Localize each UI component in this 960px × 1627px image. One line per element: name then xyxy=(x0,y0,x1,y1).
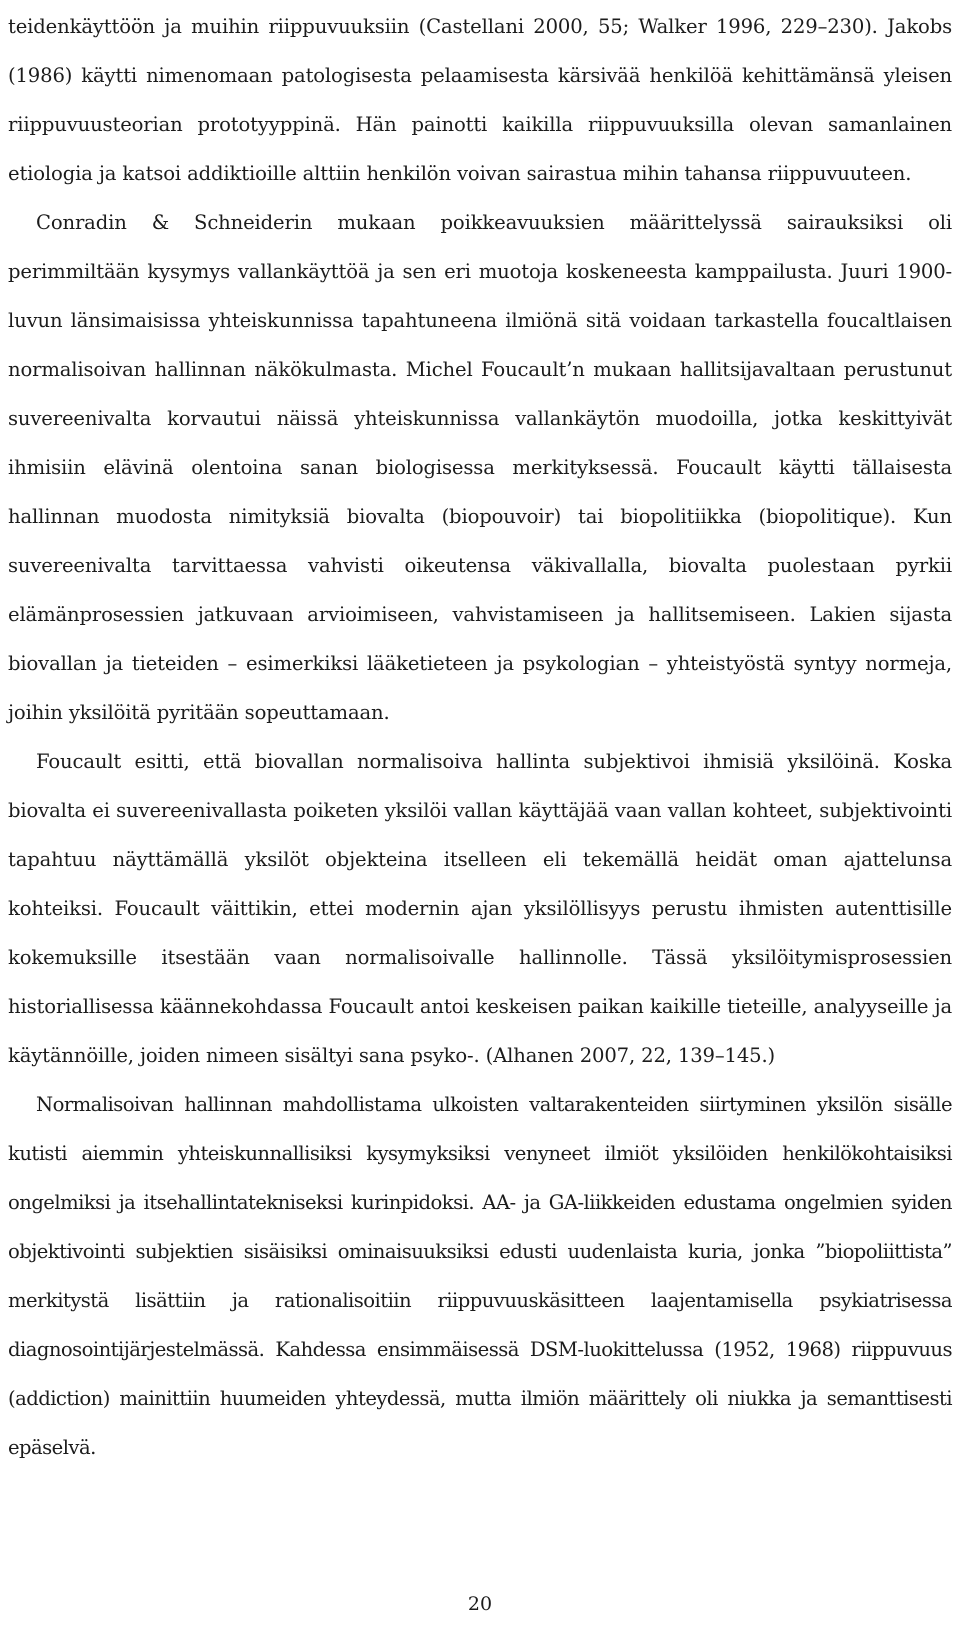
paragraph-3: Foucault esitti, että biovallan normalisoiva hallinta subjektivoi ihmisiä yksilöinä. Koska biovalta ei suvereenivallasta poiketen yksilöi vallan käyttäjää vaan vallan kohteet, subjektivointi tapahtuu näyttämällä yksilöt objekteina itselleen eli tekemällä heidät oman ajattelunsa kohteiksi. Foucault väittikin, ettei modernin ajan yksilöllisyys perustu ihmisten autenttisille kokemuksille itsestään vaan normalisoivalle hallinnolle. Tässä yksilöitymisprosessien historiallisessa käännekohdassa Foucault antoi keskeisen paikan kaikille tieteille, analyyseille ja käytännöille, joiden nimeen sisältyi sana psyko-. (Alhanen 2007, 22, 139–145.) xyxy=(8,750,952,1067)
paragraph-2: Conradin & Schneiderin mukaan poikkeavuuksien määrittelyssä sairauksiksi oli perimmiltään kysymys vallankäyttöä ja sen eri muotoja koskeneesta kamppailusta. Juuri 1900-luvun länsimaisissa yhteiskunnissa tapahtuneena ilmiönä sitä voidaan tarkastella foucaltlaisen normalisoivan hallinnan näkökulmasta. Michel Foucault’n mukaan hallitsijavaltaan perustunut suvereenivalta korvautui näissä yhteiskunnissa vallankäytön muodoilla, jotka keskittyivät ihmisiin elävinä olentoina sanan biologisessa merkityksessä. Foucault käytti tällaisesta hallinnan muodosta nimityksiä biovalta (biopouvoir) tai biopolitiikka (biopolitique). Kun suvereenivalta tarvittaessa vahvisti oikeutensa väkivallalla, biovalta puolestaan pyrkii elämänprosessien jatkuvaan arvioimiseen, vahvistamiseen ja hallitsemiseen. Lakien sijasta biovallan ja tieteiden – esimerkiksi lääketieteen ja psykologian – yhteistyöstä syntyy normeja, joihin yksilöitä pyritään sopeuttamaan. xyxy=(8,211,952,724)
document-page xyxy=(8,0,952,1627)
page-number: 20 xyxy=(467,1593,493,1615)
body-text xyxy=(8,2,952,1472)
paragraph-4: Normalisoivan hallinnan mahdollistama ulkoisten valtarakenteiden siirtyminen yksilön sisälle kutisti aiemmin yhteiskunnallisiksi kysymyksiksi venyneet ilmiöt yksilöiden henkilökohtaisiksi ongelmiksi ja itsehallintatekniseksi kurinpidoksi. AA- ja GA-liikkeiden edustama ongelmien syiden objektivointi subjektien sisäisiksi ominaisuuksiksi edusti uudenlaista kuria, jonka ”biopoliittista” merkitystä lisättiin ja rationalisoitiin riippuvuuskäsitteen laajentamisella psykiatrisessa diagnosointijärjestelmässä. Kahdessa ensimmäisessä DSM-luokittelussa (1952, 1968) riippuvuus (addiction) mainittiin huumeiden yhteydessä, mutta ilmiön määrittely oli niukka ja semanttisesti epäselvä. xyxy=(8,1093,952,1459)
paragraph-1: teidenkäyttöön ja muihin riippuvuuksiin (Castellani 2000, 55; Walker 1996, 229–230). Jakobs (1986) käytti nimenomaan patologisesta pelaamisesta kärsivää henkilöä kehittämänsä yleisen riippuvuusteorian prototyyppinä. Hän painotti kaikilla riippuvuuksilla olevan samanlainen etiologia ja katsoi addiktioille alttiin henkilön voivan sairastua mihin tahansa riippuvuuteen. xyxy=(8,15,952,185)
